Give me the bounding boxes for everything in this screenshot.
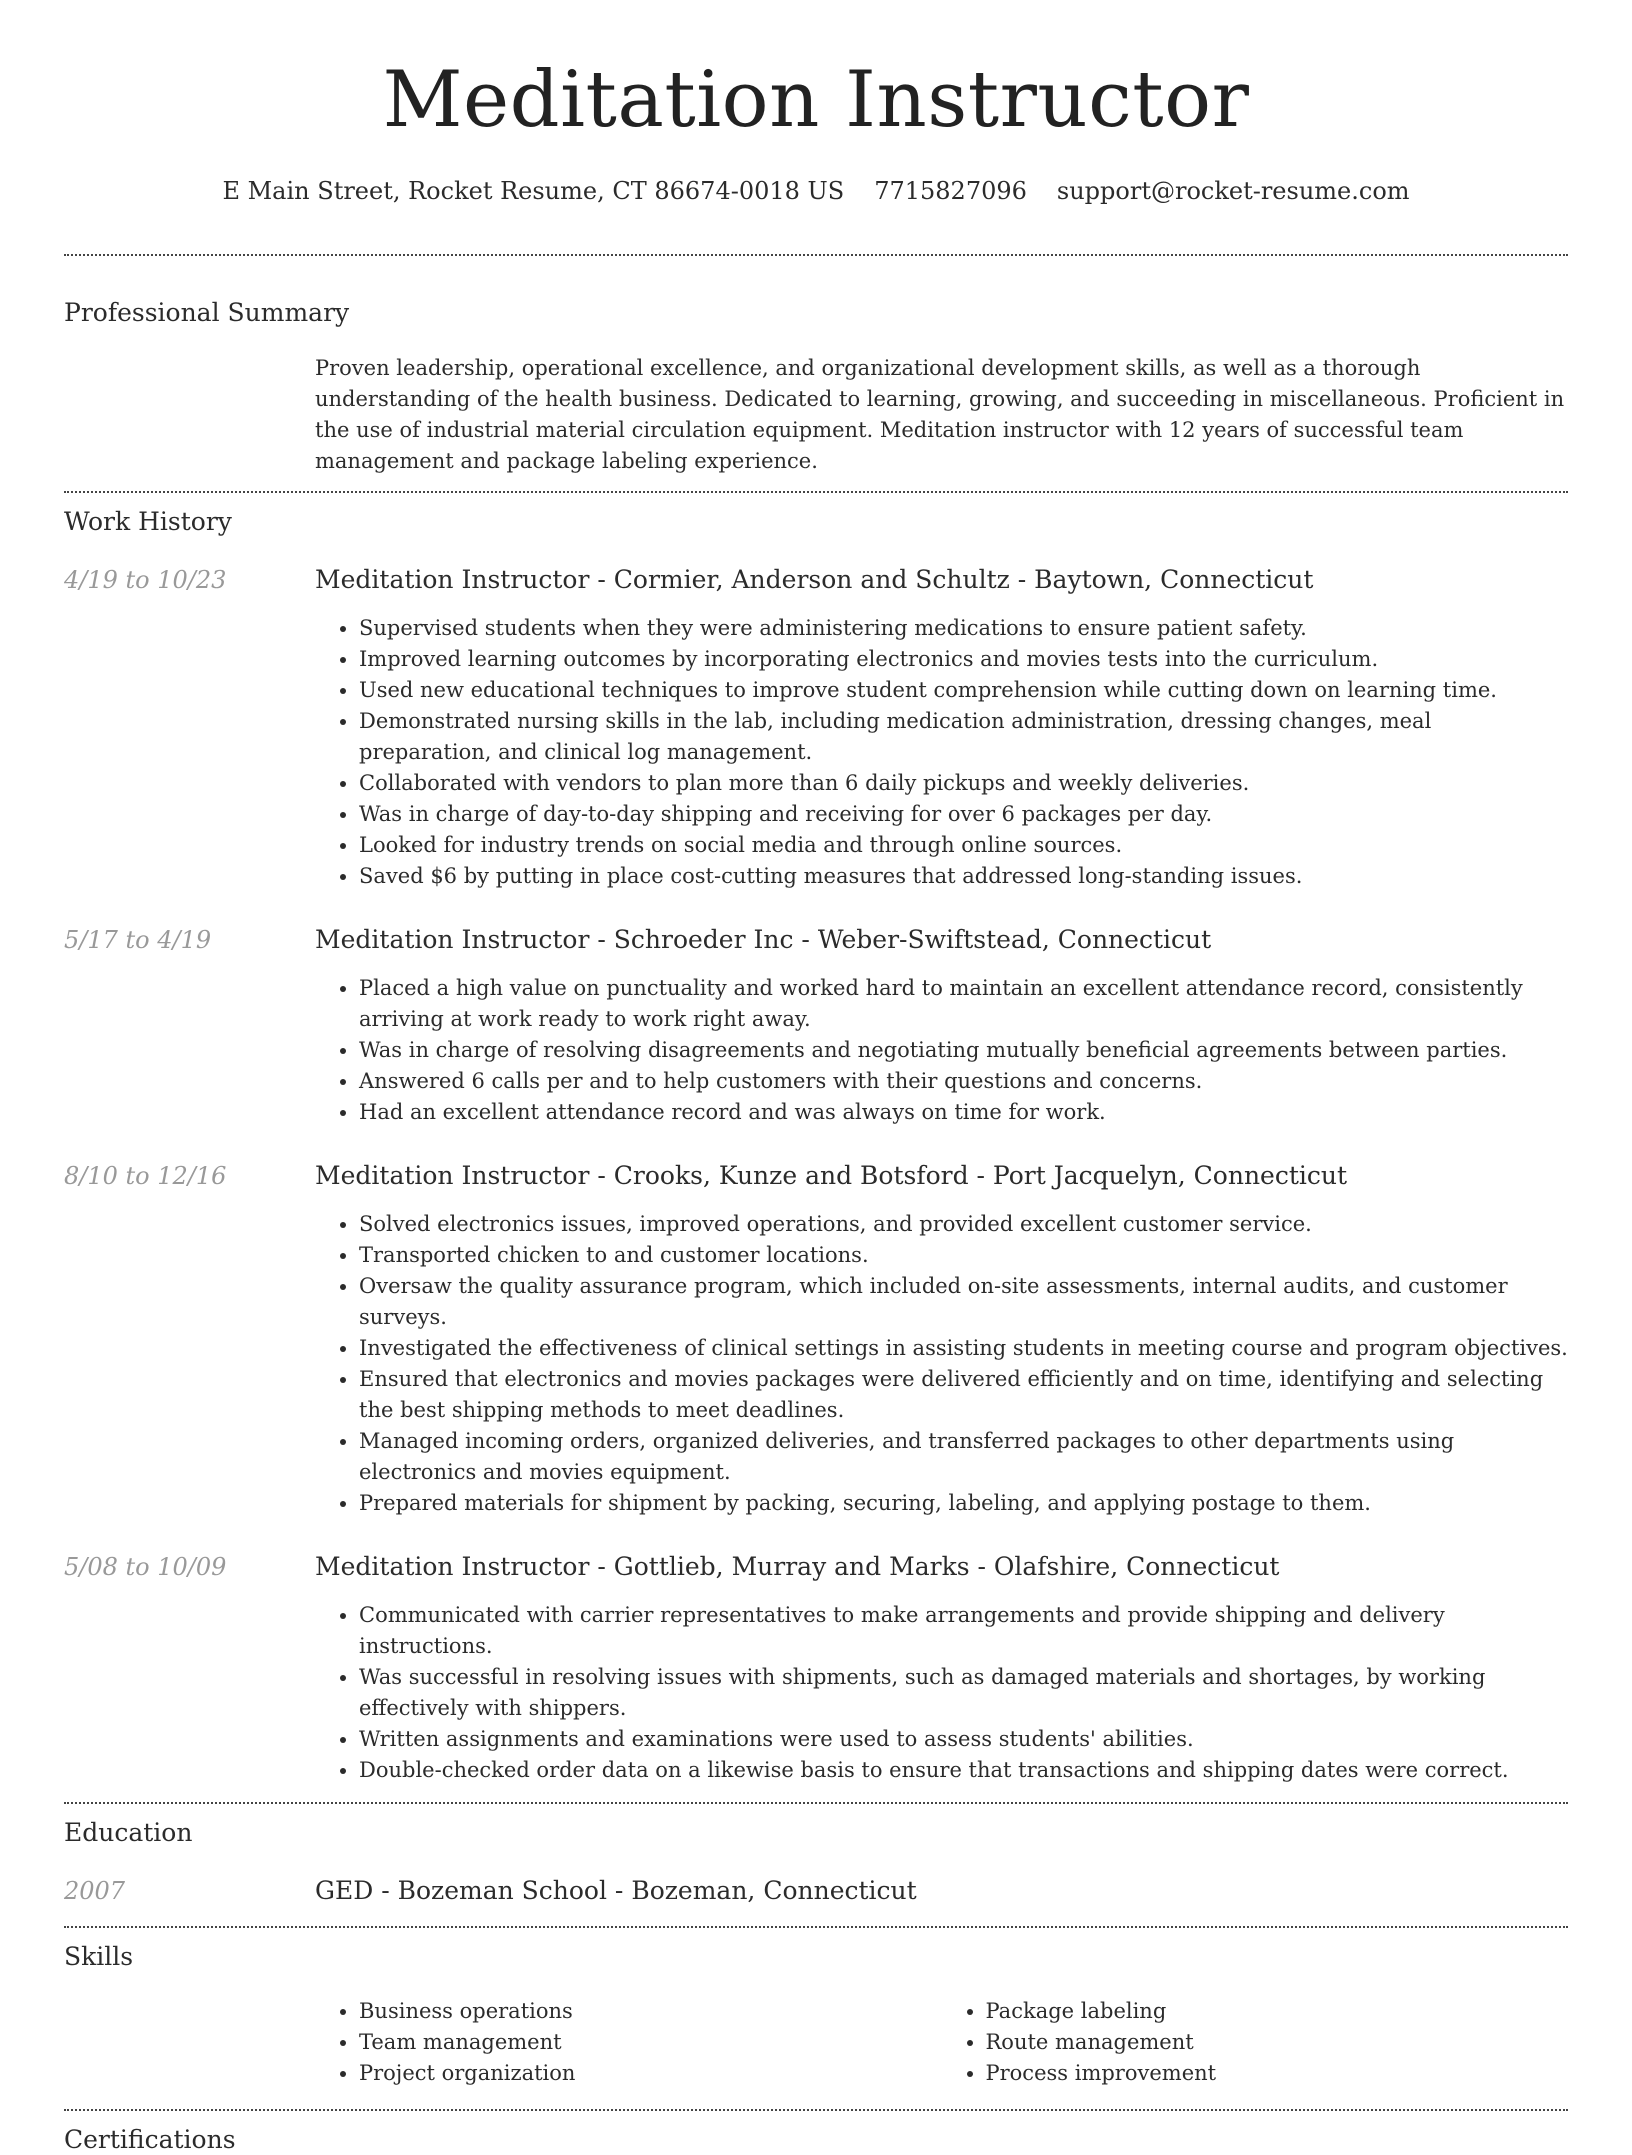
certifications-section-title: Certifications — [64, 2125, 236, 2154]
skill-item: • Project organization — [359, 2058, 942, 2089]
contact-address: E Main Street, Rocket Resume, CT 86674-0018 US — [222, 177, 845, 205]
job-bullet: • Collaborated with vendors to plan more than 6 daily pickups and weekly deliveries. — [359, 768, 1568, 799]
contact-line — [64, 176, 1568, 206]
contact-phone: 7715827096 — [874, 177, 1027, 205]
job-bullet: • Double-checked order data on a likewise basis to ensure that transactions and shipping dates were correct. — [359, 1755, 1568, 1786]
job-bullet: • Communicated with carrier representatives to make arrangements and provide shipping and delivery instructions. — [359, 1600, 1568, 1662]
skill-item: • Business operations — [359, 1996, 942, 2027]
education-content — [315, 1876, 1568, 1906]
job-title: Meditation Instructor - Gottlieb, Murray and Marks - Olafshire, Connecticut — [315, 1552, 1280, 1581]
section-divider — [64, 254, 1568, 256]
job-dates: 5/08 to 10/09 — [64, 1553, 227, 1581]
job-content — [315, 925, 1568, 1128]
section-divider — [64, 1802, 1568, 1804]
candidate-name: Meditation Instructor — [382, 55, 1250, 145]
job-title: Meditation Instructor - Cormier, Anderson and Schultz - Baytown, Connecticut — [315, 565, 1314, 594]
job-bullet: • Used new educational techniques to improve student comprehension while cutting down on learning time. — [359, 675, 1568, 706]
education-section-title: Education — [64, 1818, 193, 1847]
job-bullet: • Investigated the effectiveness of clinical settings in assisting students in meeting course and program objectives. — [359, 1333, 1568, 1364]
job-content — [315, 1552, 1568, 1786]
job-bullet: • Prepared materials for shipment by packing, securing, labeling, and applying postage to them. — [359, 1488, 1568, 1519]
job-bullet: • Transported chicken to and customer locations. — [359, 1240, 1568, 1271]
job-entry — [64, 925, 1568, 1128]
summary-section-title: Professional Summary — [64, 298, 350, 327]
job-bullet: • Had an excellent attendance record and was always on time for work. — [359, 1097, 1568, 1128]
job-bullet: • Supervised students when they were administering medications to ensure patient safety. — [359, 613, 1568, 644]
job-bullet: • Solved electronics issues, improved operations, and provided excellent customer service. — [359, 1209, 1568, 1240]
work-history-section-title: Work History — [64, 507, 232, 536]
skills-column-right — [942, 1996, 1569, 2089]
skill-item: • Route management — [986, 2027, 1569, 2058]
job-bullet: • Was in charge of resolving disagreements and negotiating mutually beneficial agreements between parties. — [359, 1035, 1568, 1066]
job-bullet: • Answered 6 calls per and to help customers with their questions and concerns. — [359, 1066, 1568, 1097]
skills-list — [315, 1996, 1568, 2089]
section-divider — [64, 1926, 1568, 1928]
job-bullet: • Improved learning outcomes by incorporating electronics and movies tests into the curriculum. — [359, 644, 1568, 675]
summary-text: Proven leadership, operational excellence, and organizational development skills, as well as a thorough understanding of the health business. Dedicated to learning, growing, and succeeding in miscellaneous. Proficient in the use of industrial material circulation equipment. Meditation instructor with 12 years of successful team management and package labeling experience. — [315, 356, 1565, 473]
education-title: GED - Bozeman School - Bozeman, Connecticut — [315, 1876, 917, 1905]
job-dates: 4/19 to 10/23 — [64, 566, 227, 594]
job-bullets — [315, 973, 1568, 1128]
job-bullet: • Written assignments and examinations were used to assess students' abilities. — [359, 1724, 1568, 1755]
job-content — [315, 1161, 1568, 1519]
job-bullet: • Demonstrated nursing skills in the lab, including medication administration, dressing changes, meal preparation, and clinical log management. — [359, 706, 1568, 768]
job-bullets — [315, 1209, 1568, 1519]
resume-page — [64, 0, 1568, 2155]
job-bullet: • Looked for industry trends on social media and through online sources. — [359, 830, 1568, 861]
job-bullet: • Ensured that electronics and movies packages were delivered efficiently and on time, identifying and selecting the best shipping methods to meet deadlines. — [359, 1364, 1568, 1426]
job-bullet: • Managed incoming orders, organized deliveries, and transferred packages to other departments using electronics and movies equipment. — [359, 1426, 1568, 1488]
education-year: 2007 — [64, 1877, 126, 1905]
job-bullet: • Was in charge of day-to-day shipping and receiving for over 6 packages per day. — [359, 799, 1568, 830]
skill-item: • Process improvement — [986, 2058, 1569, 2089]
job-entry — [64, 1552, 1568, 1786]
job-title: Meditation Instructor - Crooks, Kunze and Botsford - Port Jacquelyn, Connecticut — [315, 1161, 1348, 1190]
job-bullet: • Was successful in resolving issues with shipments, such as damaged materials and shortages, by working effectively with shippers. — [359, 1662, 1568, 1724]
skill-item: • Package labeling — [986, 1996, 1569, 2027]
skills-section-title: Skills — [64, 1942, 134, 1971]
education-entry — [64, 1876, 1568, 1906]
job-bullets — [315, 1600, 1568, 1786]
job-dates: 8/10 to 12/16 — [64, 1162, 227, 1190]
job-dates: 5/17 to 4/19 — [64, 926, 212, 954]
job-title: Meditation Instructor - Schroeder Inc - Weber-Swiftstead, Connecticut — [315, 925, 1212, 954]
job-bullet: • Saved $6 by putting in place cost-cutting measures that addressed long-standing issues. — [359, 861, 1568, 892]
skills-column-left — [315, 1996, 942, 2089]
section-divider — [64, 491, 1568, 493]
job-entry — [64, 565, 1568, 892]
job-content — [315, 565, 1568, 892]
job-bullets — [315, 613, 1568, 892]
job-bullet: • Placed a high value on punctuality and worked hard to maintain an excellent attendance record, consistently arriving at work ready to work right away. — [359, 973, 1568, 1035]
contact-email: support@rocket-resume.com — [1056, 177, 1410, 205]
job-entry — [64, 1161, 1568, 1519]
section-divider — [64, 2109, 1568, 2111]
job-bullet: • Oversaw the quality assurance program, which included on-site assessments, internal audits, and customer surveys. — [359, 1271, 1568, 1333]
skill-item: • Team management — [359, 2027, 942, 2058]
